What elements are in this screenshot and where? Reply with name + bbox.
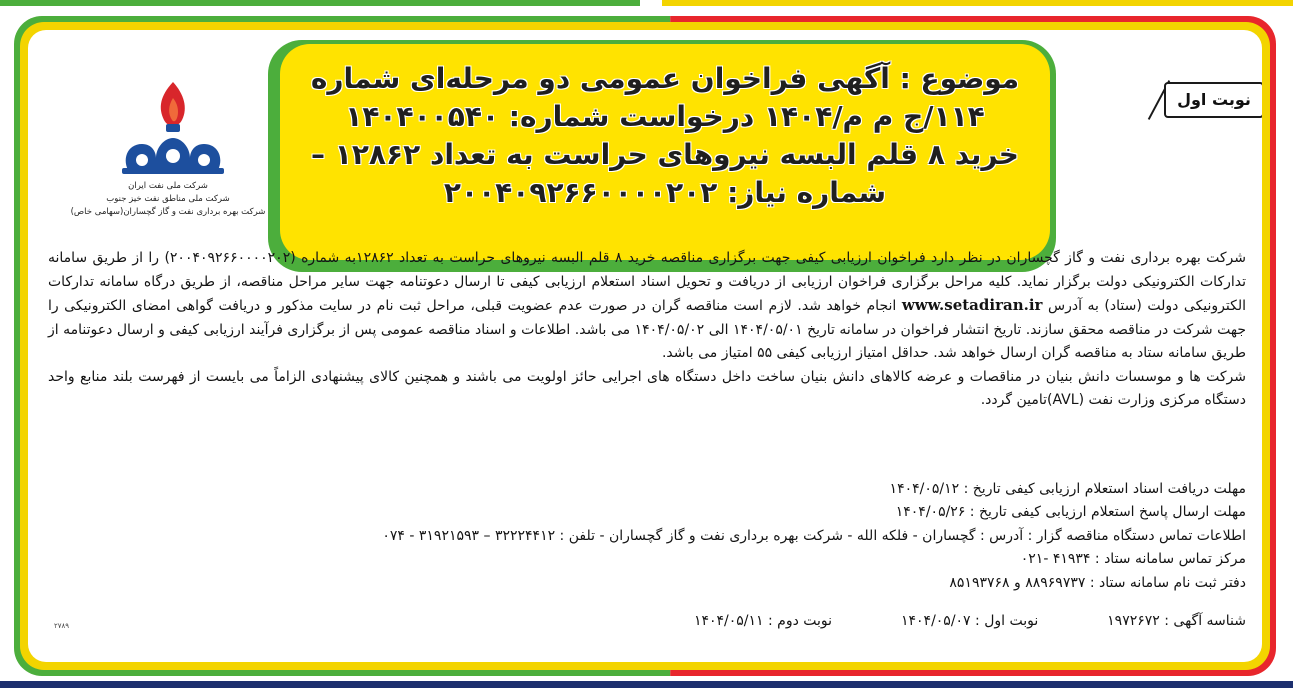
second-turn-date: نوبت دوم : ۱۴۰۴/۰۵/۱۱ [693, 613, 833, 629]
website-link[interactable]: www.setadiran.ir [901, 296, 1043, 314]
header-line-3: خرید ۸ قلم البسه نیروهای حراست به تعداد ۱۲۸۶۲ – [311, 138, 1019, 171]
body-paragraph-1-part-2: انجام خواهد شد. لازم است مناقصه گران در صورت عدم عضویت قبلی، مراحل ثبت نام در سایت مذکور و دریافت گواهی امضای الکترونیکی را جهت شرکت در مناقصه محقق سازند. تاریخ انتشار فراخوان در سامانه تاریخ ۱۴۰۴/۰۵/۰۱ الی ۱۴۰۴/۰۵/۰۲ می باشد. اطلاعات و اسناد مناقصه عمومی پس از برگزاری فرآیند ارزیابی کیفی و ارسال دعوتنامه از طریق سامانه ستاد به مناقصه گران ارسال خواهد شد. حداقل امتیاز ارزیابی کیفی ۵۵ امتیاز می باشد. [48, 298, 1246, 361]
setad-office: دفتر ثبت نام سامانه ستاد : ۸۸۹۶۹۷۳۷ و ۸۵۱۹۳۷۶۸ [949, 574, 1246, 591]
header-bubble [280, 44, 1050, 260]
header-line-4: شماره نیاز: ۲۰۰۴۰۹۲۶۶۰۰۰۰۲۰۲ [443, 176, 887, 209]
contact-info: اطلاعات تماس دستگاه مناقصه گزار : آدرس : گچساران - فلکه الله - شرکت بهره برداری نفت و گاز گچساران - تلفن : ۳۲۲۲۴۴۱۲ – ۳۱۹۲۱۵۹۳ - ۰۷۴ [382, 527, 1246, 544]
company-names [68, 180, 268, 219]
deadline-receive: مهلت دریافت اسناد استعلام ارزیابی کیفی تاریخ : ۱۴۰۴/۰۵/۱۲ [889, 481, 1246, 497]
footer-row [500, 613, 1246, 629]
setad-center: مرکز تماس سامانه ستاد : ۴۱۹۳۴ -۰۲۱ [1020, 551, 1246, 568]
announcement-body [48, 247, 1246, 413]
header-line-1: موضوع : آگهی فراخوان عمومی دو مرحله‌ای شماره [310, 62, 1020, 95]
top-accent-green [0, 0, 640, 6]
deadline-reply: مهلت ارسال پاسخ استعلام ارزیابی کیفی تاریخ : ۱۴۰۴/۰۵/۲۶ [895, 504, 1246, 521]
announcement-details [48, 478, 1246, 595]
first-turn-date: نوبت اول : ۱۴۰۴/۰۵/۰۷ [900, 613, 1039, 629]
company-line-3: شرکت بهره برداری نفت و گاز گچساران(سهامی خاص) [70, 207, 266, 217]
body-paragraph-1 [48, 247, 1246, 366]
body-paragraph-1-part-1: شرکت بهره برداری نفت و گاز گچساران در نظر دارد فراخوان ارزیابی کیفی جهت برگزاری مناقصه خرید ۸ قلم البسه نیروهای حراست به تعداد ۱۲۸۶۲به شماره (۲۰۰۴۰۹۲۶۶۰۰۰۰۲۰۲) را از طریق سامانه تدارکات الکترونیکی دولت برگزار نماید. کلیه مراحل برگزاری فراخوان ارزیابی از دریافت و تحویل اسناد استعلام ارزیابی کیفی تا ارسال دعوتنامه جهت سایر مراحل مناقصه، از طریق درگاه سامانه تدارکات الکترونیکی دولت (ستاد) به آدرس [48, 250, 1247, 314]
bottom-band [0, 681, 1293, 688]
ad-id: شناسه آگهی : ۱۹۷۲۶۷۲ [1107, 613, 1246, 629]
company-line-2: شرکت ملی مناطق نفت خیز جنوب [106, 194, 230, 204]
company-line-1: شرکت ملی نفت ایران [128, 181, 208, 191]
top-accent-yellow [662, 0, 1293, 6]
body-paragraph-2: شرکت ها و موسسات دانش بنیان در مناقصات و عرضه کالاهای دانش بنیان ساخت داخل دستگاه های اجرایی حائز اولویت می باشند و همچنین کالای پیشنهادی الزاماً می بایست از فهرست بلند منابع واحد دستگاه مرکزی وزارت نفت (AVL)تامین گردد. [48, 368, 1246, 408]
nioc-logo-icon [108, 78, 238, 178]
small-code: ۲۷۸۹ [54, 622, 70, 630]
header-line-2: ۱۱۴/ج م م/۱۴۰۴ درخواست شماره: ۱۴۰۴۰۰۵۴۰ [345, 100, 985, 133]
nobat-badge: نوبت اول [1164, 82, 1262, 118]
